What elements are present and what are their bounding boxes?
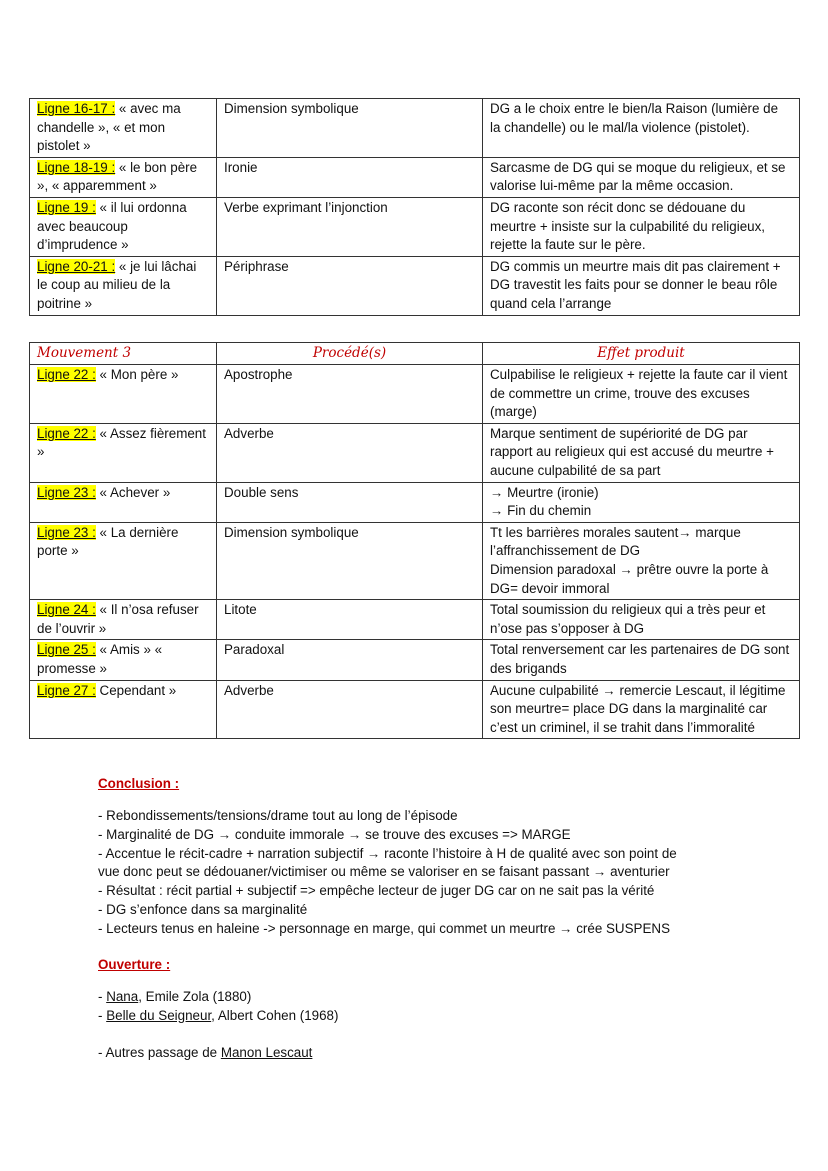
line-reference: Ligne 16-17 : <box>37 101 116 116</box>
table-row <box>30 197 800 256</box>
list-item: - DG s’enfonce dans sa marginalité <box>98 901 308 917</box>
citation-cell <box>30 256 217 315</box>
line-reference: Ligne 22 : <box>37 425 96 441</box>
citation-cell <box>30 365 217 424</box>
quote-text: « Il n’osa refuser de l’ouvrir » <box>37 602 199 636</box>
quote-text: « je lui lâchai le coup au milieu de la poitrine » <box>37 258 197 311</box>
work-title: Manon Lescaut <box>220 1045 313 1060</box>
table-row <box>30 423 800 482</box>
process-cell: Apostrophe <box>217 365 483 424</box>
citation-cell <box>30 99 217 158</box>
list-prefix: - Autres passage de <box>98 1045 221 1060</box>
ouverture-list <box>98 988 738 1026</box>
effect-cell <box>483 256 800 315</box>
effect-cell <box>483 365 800 424</box>
effect-text: → Meurtre (ironie) <box>490 484 599 500</box>
header-effect: Effet produit <box>483 343 800 365</box>
effect-text: DG commis un meurtre mais dit pas clairement + DG travestit les faits pour se donner le beau rôle quand cela l’arrange <box>490 258 781 311</box>
table-row <box>30 256 800 315</box>
effect-text: Marque sentiment de supériorité de DG par rapport au religieux qui est accusé du meurtre + aucune culpabilité de sa part <box>490 425 774 478</box>
quote-text: « Amis » « promesse » <box>37 642 163 676</box>
other-passages <box>98 1044 738 1063</box>
effect-cell <box>483 600 800 640</box>
analysis-table-2 <box>29 342 800 739</box>
line-reference: Ligne 22 : <box>37 367 96 382</box>
citation-cell <box>30 522 217 599</box>
list-item: - Résultat : récit partial + subjectif => empêche lecteur de juger DG car on ne sait pas la vérité <box>98 883 655 899</box>
quote-text: « le bon père », « apparemment » <box>37 159 198 194</box>
quote-text: « il lui ordonna avec beaucoup d’imprudence » <box>37 199 187 253</box>
analysis-table-1 <box>29 98 800 316</box>
table-row <box>30 522 800 599</box>
list-item: vue donc peut se dédouaner/victimiser ou même se valoriser en se faisant passant → aventurier <box>98 864 670 880</box>
effect-text: Total soumission du religieux qui a très peur et n’ose pas s’opposer à DG <box>490 602 766 636</box>
list-item: - Marginalité de DG → conduite immorale → se trouve des excuses => MARGE <box>98 826 571 842</box>
citation-cell <box>30 423 217 482</box>
table-row <box>30 600 800 640</box>
line-reference: Ligne 24 : <box>37 602 96 618</box>
list-prefix: - <box>98 989 107 1004</box>
list-item: - Accentue le récit-cadre + narration subjectif → raconte l’histoire à H de qualité avec son point de <box>98 845 677 861</box>
table-header-row <box>30 343 800 365</box>
effect-text: Total renversement car les partenaires de DG sont des brigands <box>490 642 790 676</box>
list-item <box>98 1044 738 1063</box>
process-cell: Dimension symbolique <box>217 522 483 599</box>
line-reference: Ligne 25 : <box>37 642 96 658</box>
effect-text: DG raconte son récit donc se dédouane du meurtre + insiste sur la culpabilité du religieux, rejette la faute sur le père. <box>490 199 766 253</box>
ouverture-title: Ouverture : <box>98 957 171 972</box>
table-row <box>30 365 800 424</box>
process-cell: Adverbe <box>217 423 483 482</box>
effect-text: Culpabilise le religieux + rejette la faute car il vient de commettre un crime, trouve des excuses (marge) <box>490 367 788 420</box>
effect-text: Aucune culpabilité → remercie Lescaut, il légitime son meurtre= place DG dans la marginalité car c’est un criminel, il se trahit dans l’immoralité <box>490 682 786 735</box>
quote-text: « Achever » <box>95 484 171 500</box>
line-reference: Ligne 23 : <box>37 484 96 500</box>
work-details: , Albert Cohen (1968) <box>211 1007 339 1023</box>
process-cell: Double sens <box>217 482 483 522</box>
work-title: Nana <box>106 989 139 1004</box>
table-row <box>30 680 800 739</box>
effect-text: Tt les barrières morales sautent→ marque l’affranchissement de DG <box>490 524 741 559</box>
quote-text: « avec ma chandelle », « et mon pistolet » <box>37 101 181 154</box>
citation-cell <box>30 197 217 256</box>
list-item <box>98 988 738 1007</box>
effect-text: → Fin du chemin <box>490 503 592 519</box>
process-cell: Adverbe <box>217 680 483 739</box>
process-cell: Ironie <box>217 157 483 197</box>
effect-text: Dimension paradoxal → prêtre ouvre la porte à DG= devoir immoral <box>490 561 769 596</box>
line-reference: Ligne 23 : <box>37 524 96 540</box>
process-cell: Litote <box>217 600 483 640</box>
effect-cell <box>483 640 800 680</box>
line-reference: Ligne 27 : <box>37 682 96 698</box>
list-item: - Rebondissements/tensions/drame tout au long de l’épisode <box>98 808 458 823</box>
quote-text: Cependant » <box>95 682 177 698</box>
effect-cell <box>483 423 800 482</box>
citation-cell <box>30 640 217 680</box>
effect-cell <box>483 157 800 197</box>
line-reference: Ligne 20-21 : <box>37 258 116 274</box>
process-cell: Paradoxal <box>217 640 483 680</box>
table-row <box>30 482 800 522</box>
work-title: Belle du Seigneur <box>106 1007 212 1023</box>
citation-cell <box>30 600 217 640</box>
line-reference: Ligne 19 : <box>37 199 96 215</box>
effect-cell <box>483 197 800 256</box>
effect-cell <box>483 522 800 599</box>
table-row <box>30 99 800 158</box>
header-movement: Mouvement 3 <box>30 343 217 365</box>
citation-cell <box>30 482 217 522</box>
work-details: , Emile Zola (1880) <box>138 989 252 1004</box>
conclusion-title: Conclusion : <box>98 776 180 791</box>
quote-text: « Mon père » <box>95 367 179 382</box>
table-row <box>30 157 800 197</box>
quote-text: « Assez fièrement » <box>37 425 206 460</box>
list-item <box>98 1007 738 1026</box>
list-item: - Lecteurs tenus en haleine -> personnage en marge, qui commet un meurtre → crée SUSPENS <box>98 920 670 936</box>
effect-text: Sarcasme de DG qui se moque du religieux, et se valorise lui-même par la même occasion. <box>490 159 786 194</box>
header-process: Procédé(s) <box>217 343 483 365</box>
citation-cell <box>30 157 217 197</box>
list-prefix: - <box>98 1007 107 1023</box>
effect-cell <box>483 680 800 739</box>
table-row <box>30 640 800 680</box>
line-reference: Ligne 18-19 : <box>37 159 116 175</box>
quote-text: « La dernière porte » <box>37 524 179 559</box>
effect-cell <box>483 99 800 158</box>
citation-cell <box>30 680 217 739</box>
process-cell: Périphrase <box>217 256 483 315</box>
effect-text: DG a le choix entre le bien/la Raison (lumière de la chandelle) ou le mal/la violence (pistolet). <box>490 101 779 135</box>
effect-cell <box>483 482 800 522</box>
process-cell: Verbe exprimant l’injonction <box>217 197 483 256</box>
process-cell: Dimension symbolique <box>217 99 483 158</box>
conclusion-list <box>98 807 738 939</box>
